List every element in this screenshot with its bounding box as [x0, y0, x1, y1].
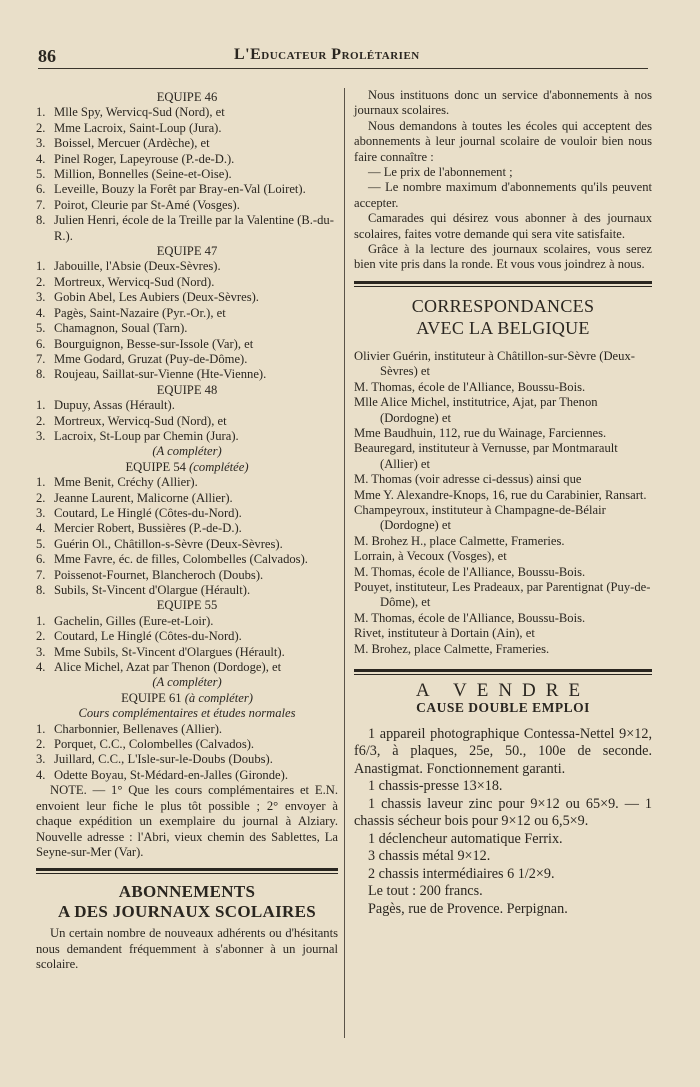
list-item: 7. Mme Godard, Gruzat (Puy-de-Dôme).: [36, 351, 248, 366]
equipe-47-title: EQUIPE 47: [156, 244, 218, 259]
vendre-body: [354, 726, 652, 919]
list-item: 1. Charbonnier, Bellenaves (Allier).: [36, 721, 223, 736]
list-item: 4. Mercier Robert, Bussières (P.-de-D.).: [36, 521, 242, 536]
header-rule: [38, 68, 648, 69]
list-item: Mme Baudhuin, 112, rue du Wainage, Farciennes.: [354, 425, 607, 440]
abonnements-para: Grâce à la lecture des journaux scolaires, vous serez bien vite pris dans la ronde. Et vous vous joindrez à nous.: [354, 242, 652, 272]
list-item: M. Thomas, école de l'Alliance, Boussu-Bois.: [354, 610, 586, 625]
list-item: M. Thomas, école de l'Alliance, Boussu-Bois.: [354, 564, 586, 579]
list-item: 3. Boissel, Mercuer (Ardèche), et: [36, 136, 210, 151]
list-item: 1. Jabouille, l'Absie (Deux-Sèvres).: [36, 259, 221, 274]
list-item: 7. Poirot, Cleurie par St-Amé (Vosges).: [36, 197, 240, 212]
list-item: 4. Pagès, Saint-Nazaire (Pyr.-Or.), et: [36, 305, 226, 320]
list-item: 5. Million, Bonnelles (Seine-et-Oise).: [36, 167, 232, 182]
list-item: 2. Porquet, C.C., Colombelles (Calvados).: [36, 737, 255, 752]
section-rule: [354, 281, 652, 287]
list-item: 2. Jeanne Laurent, Malicorne (Allier).: [36, 490, 233, 505]
list-item: Mlle Alice Michel, institutrice, Ajat, par Thenon (Dordogne) et: [354, 395, 598, 425]
list-item: Champeyroux, instituteur à Champagne-de-Bélair (Dordogne) et: [354, 502, 606, 533]
list-item: 3. Juillard, C.C., L'Isle-sur-le-Doubs (Doubs).: [36, 752, 273, 767]
correspondances-list: [354, 349, 652, 657]
correspondances-title: CORRESPONDANCES AVEC LA BELGIQUE: [411, 295, 595, 338]
right-column: [354, 88, 652, 918]
vendre-line: Le tout : 200 francs.: [368, 883, 483, 900]
vendre-line: 1 chassis laveur zinc pour 9×12 ou 65×9. — 1 chassis sécheur bois pour 9×12 ou 6,5×9.: [354, 795, 652, 830]
list-item: 2. Mortreux, Wervicq-Sud (Nord), et: [36, 413, 227, 428]
vendre-line: 1 appareil photographique Contessa-Nettel 9×12, f6/3, à plaques, 25e, 50., 100e de seconde. Anastigmat. Fonctionnement garanti.: [354, 725, 652, 777]
page-header: [38, 44, 648, 68]
abonnements-intro: Un certain nombre de nouveaux adhérents ou d'hésitants nous demandent fréquemment à s'abonner à un journal scolaire.: [36, 926, 338, 972]
equipe-54-title: EQUIPE 54 (complétée): [125, 459, 249, 474]
equipe-46-title: EQUIPE 46: [156, 90, 218, 104]
abonnements-para: Nous demandons à toutes les écoles qui acceptent des abonnements à leur journal scolaire de vouloir bien nous faire connaître :: [354, 118, 652, 164]
list-item: 8. Subils, St-Vincent d'Olargue (Hérault).: [36, 583, 251, 597]
equipe-61-subtitle: Cours complémentaires et études normales: [78, 706, 296, 721]
list-item: 6. Bourguignon, Besse-sur-Issole (Var), et: [36, 336, 254, 351]
vendre-line: 1 chassis-presse 13×18.: [368, 778, 503, 795]
section-rule: [354, 669, 652, 675]
list-item: 2. Mme Lacroix, Saint-Loup (Jura).: [36, 120, 222, 135]
list-item: M. Thomas (voir adresse ci-dessus) ainsi que: [354, 472, 582, 487]
list-item: 2. Coutard, Le Hinglé (Côtes-du-Nord).: [36, 629, 242, 644]
abonnements-para: — Le nombre maximum d'abonnements qu'ils peuvent accepter.: [354, 180, 652, 210]
page-number: 86: [38, 46, 56, 66]
list-item: 6. Leveille, Bouzy la Forêt par Bray-en-Val (Loiret).: [36, 182, 306, 197]
abonnements-title: ABONNEMENTS A DES JOURNAUX SCOLAIRES: [58, 882, 316, 922]
list-item: 4. Pinel Roger, Lapeyrouse (P.-de-D.).: [36, 151, 235, 166]
abonnements-para: Nous instituons donc un service d'abonnements à nos journaux scolaires.: [354, 88, 652, 118]
list-item: 1. Gachelin, Gilles (Eure-et-Loir).: [36, 613, 214, 628]
equipe-48-title: EQUIPE 48: [156, 382, 218, 397]
list-item: 3. Gobin Abel, Les Aubiers (Deux-Sèvres).: [36, 290, 259, 305]
vendre-line: 2 chassis intermédiaires 6 1/2×9.: [368, 865, 555, 882]
equipe-48-note: (A compléter): [152, 444, 222, 459]
list-item: 3. Coutard, Le Hinglé (Côtes-du-Nord).: [36, 505, 242, 520]
equipe-55-note: (A compléter): [152, 675, 222, 690]
list-item: 3. Mme Subils, St-Vincent d'Olargues (Hérault).: [36, 644, 285, 659]
list-item: 1. Dupuy, Assas (Hérault).: [36, 398, 175, 413]
list-item: 4. Alice Michel, Azat par Thenon (Dordoge), et: [36, 660, 282, 675]
equipe-55-title: EQUIPE 55: [156, 598, 218, 613]
list-item: M. Brohez, place Calmette, Frameries.: [354, 641, 550, 656]
list-item: Pouyet, instituteur, Les Pradeaux, par Parentignat (Puy-de-Dôme), et: [354, 579, 651, 610]
list-item: 1. Mlle Spy, Wervicq-Sud (Nord), et: [36, 105, 225, 120]
column-divider: [344, 88, 345, 1038]
equipe-61-title: EQUIPE 61 (à compléter): [121, 690, 253, 705]
list-item: 2. Mortreux, Wervicq-Sud (Nord).: [36, 274, 215, 289]
list-item: Beauregard, instituteur à Vernusse, par Montmarault (Allier) et: [354, 441, 618, 471]
abonnements-para: — Le prix de l'abonnement ;: [368, 165, 513, 180]
vendre-line: Pagès, rue de Provence. Perpignan.: [368, 900, 568, 917]
equipe-47-list: [36, 259, 338, 382]
left-column: [36, 90, 338, 973]
running-title: L'Educateur Prolétarien: [234, 46, 420, 63]
list-item: 3. Lacroix, St-Loup par Chemin (Jura).: [36, 428, 239, 443]
list-item: M. Thomas, école de l'Alliance, Boussu-Bois.: [354, 379, 586, 394]
vendre-line: 3 chassis métal 9×12.: [368, 848, 491, 865]
equipe-55-list: [36, 614, 338, 676]
list-item: 4. Odette Boyau, St-Médard-en-Jalles (Gironde).: [36, 767, 288, 782]
list-item: 8. Roujeau, Saillat-sur-Vienne (Hte-Vienne).: [36, 367, 267, 382]
list-item: 7. Poissenot-Fournet, Blancheroch (Doubs).: [36, 567, 264, 582]
vendre-line: 1 déclencheur automatique Ferrix.: [368, 830, 563, 847]
list-item: 1. Mme Benit, Créchy (Allier).: [36, 475, 198, 490]
list-item: Olivier Guérin, instituteur à Châtillon-sur-Sèvre (Deux-Sèvres) et: [354, 348, 635, 379]
equipe-48-list: [36, 398, 338, 444]
list-item: Mme Y. Alexandre-Knops, 16, rue du Carabinier, Ransart.: [354, 487, 647, 502]
equipe-61-list: [36, 722, 338, 784]
equipe-46-list: [36, 105, 338, 244]
vendre-subtitle: CAUSE DOUBLE EMPLOI: [416, 700, 590, 716]
list-item: 8. Julien Henri, école de la Treille par la Valentine (B.-du-R.).: [36, 213, 334, 243]
list-item: 5. Guérin Ol., Châtillon-s-Sèvre (Deux-Sèvres).: [36, 536, 283, 551]
abonnements-para: Camarades qui désirez vous abonner à des journaux scolaires, faites votre demande qui sera vite satisfaite.: [354, 211, 652, 241]
note-paragraph: NOTE. — 1° Que les cours complémentaires et E.N. envoient leur fiche le plus tôt possible ; 2° envoyer à chaque expédition un exemplaire du journal à Alziary. Nouvelle adresse : l'Abri, vieux chemin des Sablettes, La Seyne-sur-Mer (Var).: [36, 783, 338, 859]
list-item: Rivet, instituteur à Dortain (Ain), et: [354, 626, 535, 641]
list-item: 5. Chamagnon, Soual (Tarn).: [36, 321, 188, 336]
equipe-54-list: [36, 475, 338, 598]
section-rule: [36, 868, 338, 874]
vendre-title: A VENDRE: [415, 680, 591, 701]
list-item: 6. Mme Favre, éc. de filles, Colombelles (Calvados).: [36, 552, 308, 567]
list-item: Lorrain, à Vecoux (Vosges), et: [354, 549, 507, 564]
list-item: M. Brohez H., place Calmette, Frameries.: [354, 533, 565, 548]
